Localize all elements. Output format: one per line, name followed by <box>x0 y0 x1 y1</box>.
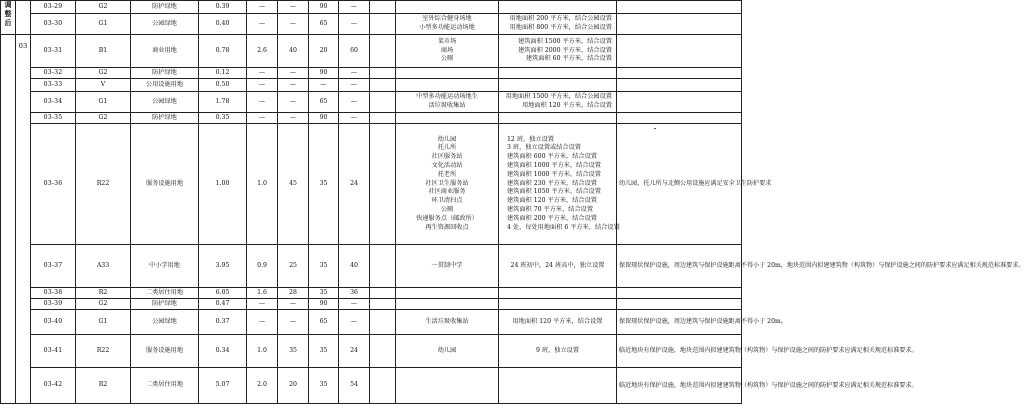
green-ratio: — <box>339 299 370 310</box>
requirement-item: 建筑面积 1500 平方米，结合设置 <box>518 37 612 45</box>
requirement-item: 24 班初中，24 班高中，独立设置 <box>510 261 605 269</box>
height-limit: 35 <box>309 335 339 368</box>
requirement-item: 9 班，独立设置 <box>535 346 580 354</box>
green-ratio: — <box>339 79 370 92</box>
requirement-item: 用地面积 200 平方米，结合公园设置 <box>509 15 612 23</box>
requirement-list <box>499 310 617 335</box>
stray-mark <box>654 128 656 129</box>
facility-list <box>396 1 499 14</box>
table-row <box>1 299 742 310</box>
floor-area-ratio: — <box>247 79 278 92</box>
building-density: 28 <box>278 288 309 299</box>
requirement-list <box>499 299 617 310</box>
facility-item: 公厕 <box>440 55 454 63</box>
floor-area-ratio: — <box>247 14 278 35</box>
height-limit: 35 <box>309 124 339 245</box>
land-use-name: 公用设施用地 <box>131 79 199 92</box>
land-use-name: 中小学用地 <box>131 245 199 288</box>
facility-item: 快递服务点（邮政所） <box>416 214 478 222</box>
requirement-item: 建筑面积 200 平方米，结合设置 <box>507 214 597 222</box>
green-ratio: 24 <box>339 335 370 368</box>
floor-area-ratio: 2.6 <box>247 35 278 68</box>
facility-item: 幼儿园 <box>437 135 457 143</box>
remark-text: 临近地块有保护设施，地块范围内拟建建筑物（构筑物）与保护设施之间的防护要求应满足相关规范标准要求。 <box>617 368 742 404</box>
table-row <box>1 113 742 124</box>
facility-list <box>396 92 499 113</box>
parcel-code: 03-32 <box>31 68 76 79</box>
building-density: — <box>278 1 309 14</box>
parcel-area: 5.07 <box>199 368 247 404</box>
facility-list <box>396 288 499 299</box>
parcel-area: 3.95 <box>199 245 247 288</box>
blank-cell <box>370 79 396 92</box>
table-row <box>1 35 742 68</box>
facility-list <box>396 68 499 79</box>
facility-item: 环卫清扫点 <box>431 197 463 205</box>
requirement-item: 12 班，独立设置 <box>507 135 554 143</box>
land-type-code: A33 <box>76 245 131 288</box>
requirement-item: 用地面积 120 平方米，结合设置 <box>512 317 603 325</box>
green-ratio: — <box>339 310 370 335</box>
parcel-code: 03-30 <box>31 14 76 35</box>
height-limit: 65 <box>309 310 339 335</box>
requirement-item: 用地面积 120 平方米，结合设置 <box>522 102 612 109</box>
blank-cell <box>370 1 396 14</box>
green-ratio: 60 <box>339 35 370 68</box>
facility-item: 托老所 <box>437 170 457 178</box>
land-use-name: 防护绿地 <box>131 299 199 310</box>
requirement-list <box>499 124 620 245</box>
status-cell <box>1 1 16 35</box>
parcel-code: 03-29 <box>31 1 76 14</box>
status-char: 整 <box>4 10 12 19</box>
facility-list <box>396 14 499 35</box>
remark-text <box>617 14 742 35</box>
status-char: 后 <box>4 19 12 28</box>
requirement-list <box>499 79 617 92</box>
facility-item: 幼儿园 <box>437 346 457 354</box>
building-density: — <box>278 68 309 79</box>
height-limit: 35 <box>309 288 339 299</box>
table-row <box>1 14 742 35</box>
green-ratio: 36 <box>339 288 370 299</box>
stage-number: 03 <box>16 35 31 404</box>
parcel-code: 03-33 <box>31 79 76 92</box>
parcel-code: 03-37 <box>31 245 76 288</box>
land-type-code: G2 <box>76 299 131 310</box>
parcel-area: 0.47 <box>199 299 247 310</box>
land-type-code: R2 <box>76 288 131 299</box>
land-type-code: B1 <box>76 35 131 68</box>
land-type-code: R22 <box>76 124 131 245</box>
building-density: — <box>278 299 309 310</box>
facility-list <box>396 113 499 124</box>
building-density: — <box>278 113 309 124</box>
blank-cell <box>370 92 396 113</box>
facility-item: 生活垃圾收集站 <box>425 317 469 325</box>
table-row <box>1 1 742 14</box>
green-ratio: 40 <box>339 245 370 288</box>
land-type-code: G1 <box>76 310 131 335</box>
table-row <box>1 368 742 404</box>
parcel-area: 0.50 <box>199 79 247 92</box>
remark-text <box>617 92 742 113</box>
table-body <box>1 1 1024 404</box>
requirement-list <box>499 92 617 113</box>
status-char: 调 <box>4 1 12 9</box>
building-density: 25 <box>278 245 309 288</box>
facility-item: 公厕 <box>440 205 454 213</box>
parcel-code: 03-41 <box>31 335 76 368</box>
parcel-area: 0.35 <box>199 113 247 124</box>
facility-item: 小型多功能运动场地 <box>419 24 475 31</box>
green-ratio: — <box>339 68 370 79</box>
floor-area-ratio: — <box>247 68 278 79</box>
building-density: — <box>278 79 309 92</box>
blank-cell <box>370 288 396 299</box>
facility-item: 社区卫生服务站 <box>425 179 469 187</box>
requirement-item: 建筑面积 600 平方米，结合设置 <box>507 153 597 161</box>
remark-text <box>617 113 742 124</box>
height-limit: 90 <box>309 1 339 14</box>
parcel-code: 03-34 <box>31 92 76 113</box>
requirement-list <box>499 245 617 288</box>
parcel-area: 0.12 <box>199 68 247 79</box>
floor-area-ratio: — <box>247 310 278 335</box>
building-density: 40 <box>278 35 309 68</box>
table-row <box>1 288 742 299</box>
floor-area-ratio: 1.6 <box>247 288 278 299</box>
facility-list <box>396 310 499 335</box>
land-type-code: G2 <box>76 113 131 124</box>
land-type-code: G1 <box>76 14 131 35</box>
building-density: 35 <box>278 335 309 368</box>
requirement-list <box>499 113 617 124</box>
facility-list <box>396 124 499 245</box>
parcel-area: 0.34 <box>199 335 247 368</box>
height-limit: 90 <box>309 68 339 79</box>
land-type-code: R22 <box>76 335 131 368</box>
table-row <box>1 79 742 92</box>
height-limit: 90 <box>309 299 339 310</box>
parcel-code: 03-35 <box>31 113 76 124</box>
stage-cell <box>16 1 31 35</box>
land-use-name: 防护绿地 <box>131 1 199 14</box>
table-row <box>1 92 742 113</box>
floor-area-ratio: — <box>247 1 278 14</box>
facility-item: 社区商业服务 <box>428 188 466 196</box>
land-use-name: 防护绿地 <box>131 68 199 79</box>
parcel-area: 6.05 <box>199 288 247 299</box>
facility-item: 再生资源回收点 <box>425 223 469 231</box>
facility-item: 菜市场 <box>437 37 457 45</box>
green-ratio: 54 <box>339 368 370 404</box>
remark-text <box>617 299 742 310</box>
floor-area-ratio: 0.9 <box>247 245 278 288</box>
blank-cell <box>370 245 396 288</box>
land-use-name: 二类居住用地 <box>131 288 199 299</box>
facility-item: 室外综合健身场地 <box>422 15 472 23</box>
land-use-name: 公园绿地 <box>131 14 199 35</box>
status-cell-cont <box>1 35 16 404</box>
table-row <box>1 335 742 368</box>
facility-item: 商场 <box>440 46 454 54</box>
height-limit: 65 <box>309 92 339 113</box>
land-use-name: 公园绿地 <box>131 310 199 335</box>
floor-area-ratio: 1.0 <box>247 335 278 368</box>
remark-text: 幼儿园、托儿所与北侧公用设施应满足安全卫生防护要求 <box>617 124 742 245</box>
blank-cell <box>370 14 396 35</box>
remark-text <box>617 35 742 68</box>
parcel-area: 1.78 <box>199 92 247 113</box>
parcel-code: 03-42 <box>31 368 76 404</box>
requirement-list <box>499 368 617 404</box>
floor-area-ratio: — <box>247 92 278 113</box>
height-limit: 90 <box>309 113 339 124</box>
land-type-code: G2 <box>76 1 131 14</box>
green-ratio: — <box>339 92 370 113</box>
facility-list <box>396 245 499 288</box>
blank-cell <box>370 310 396 335</box>
requirement-item: 建筑面积 1050 平方米，结合设置 <box>507 188 601 196</box>
table-row <box>1 310 742 335</box>
facility-item: 一贯制中学 <box>431 261 463 269</box>
blank-cell <box>370 35 396 68</box>
remark-text <box>617 288 742 299</box>
floor-area-ratio: 1.0 <box>247 124 278 245</box>
land-use-name: 二类居住用地 <box>131 368 199 404</box>
land-type-code: G2 <box>76 68 131 79</box>
floor-area-ratio: — <box>247 113 278 124</box>
building-density: 45 <box>278 124 309 245</box>
remark-text: 临近地块有保护设施，地块范围内拟建建筑物（构筑物）与保护设施之间的防护要求应满足相关规范标准要求。 <box>617 335 742 368</box>
height-limit: 20 <box>309 35 339 68</box>
requirement-list <box>499 14 617 35</box>
parcel-area: 0.40 <box>199 14 247 35</box>
table-row <box>1 124 742 245</box>
facility-list <box>396 35 499 68</box>
parcel-area: 0.37 <box>199 310 247 335</box>
green-ratio: — <box>339 1 370 14</box>
building-density: — <box>278 310 309 335</box>
land-use-name: 服务设施用地 <box>131 124 199 245</box>
floor-area-ratio: 2.0 <box>247 368 278 404</box>
requirement-list <box>499 68 617 79</box>
requirement-item: 建筑面积 230 平方米，结合设置 <box>507 179 597 187</box>
remark-text <box>617 1 742 14</box>
land-type-code: R2 <box>76 368 131 404</box>
height-limit: — <box>309 79 339 92</box>
facility-list <box>396 335 499 368</box>
facility-item: 中型多功能运动场地生 <box>416 93 478 101</box>
height-limit: 35 <box>309 245 339 288</box>
parcel-area: 1.00 <box>199 124 247 245</box>
facility-list <box>396 79 499 92</box>
parcel-code: 03-36 <box>31 124 76 245</box>
remark-text <box>617 79 742 92</box>
requirement-list <box>499 35 617 68</box>
requirement-list <box>499 335 617 368</box>
facility-item: 托儿所 <box>437 144 457 152</box>
requirement-item: 建筑面积 2000 平方米，结合设置 <box>518 46 612 54</box>
remark-text: 保留现状保护设施，周边建筑与保护设施距离不得小于 20m，地块范围内拟建建筑物（构筑物）与保护设施之间的防护要求应满足相关规范标准要求。 <box>617 245 742 288</box>
facility-item: 文化活动站 <box>431 162 463 169</box>
floor-area-ratio: — <box>247 299 278 310</box>
requirement-item: 4 处，每处用地面积 6 平方米，结合设置 <box>507 223 620 231</box>
land-type-code: G1 <box>76 92 131 113</box>
remark-text <box>617 68 742 79</box>
green-ratio: — <box>339 113 370 124</box>
remark-text: 保留现状保护设施，周边建筑与保护设施距离不得小于 20m。 <box>617 310 742 335</box>
requirement-item: 建筑面积 70 平方米，结合设置 <box>507 205 594 213</box>
blank-cell <box>370 68 396 79</box>
blank-cell <box>370 113 396 124</box>
blank-cell <box>370 124 396 245</box>
requirement-list <box>499 1 617 14</box>
land-type-code: V <box>76 79 131 92</box>
requirement-item: 用地面积 800 平方米，结合公园设置 <box>509 24 612 31</box>
facility-list <box>396 368 499 404</box>
table-row <box>1 245 742 288</box>
parcel-area: 0.78 <box>199 35 247 68</box>
height-limit: 35 <box>309 368 339 404</box>
table-row <box>1 68 742 79</box>
blank-cell <box>370 368 396 404</box>
facility-list <box>396 299 499 310</box>
facility-item: 社区服务站 <box>431 153 463 161</box>
parcel-code: 03-40 <box>31 310 76 335</box>
building-density: — <box>278 14 309 35</box>
parcel-area: 0.39 <box>199 1 247 14</box>
requirement-item: 建筑面积 120 平方米，结合设置 <box>507 197 597 205</box>
requirement-list <box>499 288 617 299</box>
building-density: — <box>278 92 309 113</box>
parcel-code: 03-39 <box>31 299 76 310</box>
requirement-item: 建筑面积 1000 平方米，结合设置 <box>507 170 601 178</box>
requirement-item: 用地面积 1500 平方米，结合公园设置 <box>505 93 612 101</box>
facility-item: 活垃圾收集站 <box>428 102 466 109</box>
height-limit: 65 <box>309 14 339 35</box>
green-ratio: 24 <box>339 124 370 245</box>
blank-cell <box>370 335 396 368</box>
land-use-name: 商业用地 <box>131 35 199 68</box>
parcel-code: 03-38 <box>31 288 76 299</box>
requirement-item: 建筑面积 60 平方米，结合设置 <box>525 55 612 63</box>
green-ratio: — <box>339 14 370 35</box>
requirement-item: 3 班，独立设置或结合设置 <box>507 144 581 152</box>
land-use-name: 防护绿地 <box>131 113 199 124</box>
requirement-item: 建筑面积 1000 平方米，结合设置 <box>507 162 601 169</box>
parcel-code: 03-31 <box>31 35 76 68</box>
blank-cell <box>370 299 396 310</box>
building-density: 20 <box>278 368 309 404</box>
land-use-name: 服务设施用地 <box>131 335 199 368</box>
land-use-name: 公园绿地 <box>131 92 199 113</box>
